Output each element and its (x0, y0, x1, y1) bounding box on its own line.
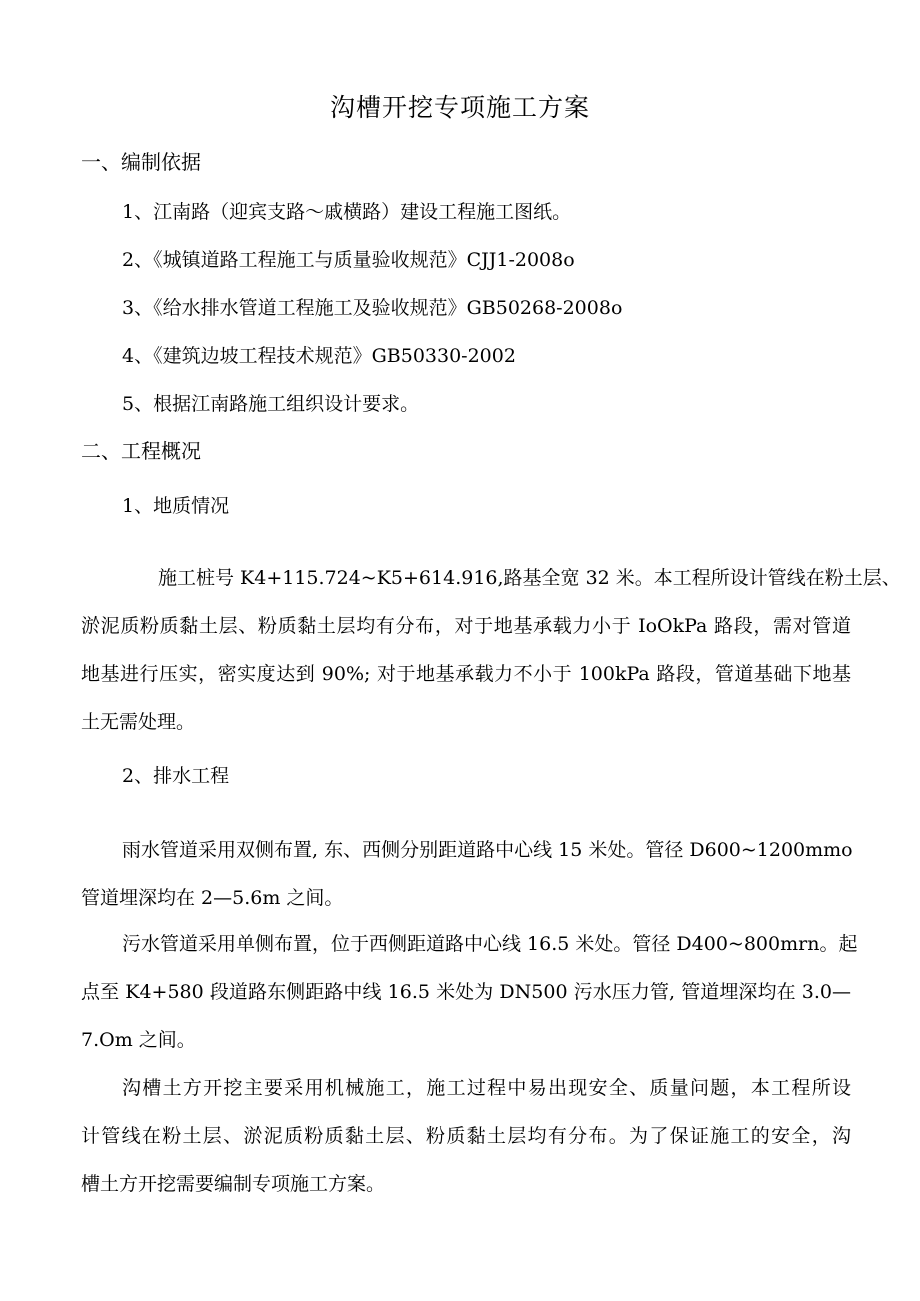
excavation-line-1: 沟槽土方开挖主要采用机械施工，施工过程中易出现安全、质量问题，本工程所设 (122, 1077, 851, 1099)
basis-item-5: 5、根据江南路施工组织设计要求。 (122, 393, 420, 415)
subheading-drainage: 2、排水工程 (122, 765, 230, 787)
subheading-geology: 1、地质情况 (122, 495, 230, 517)
geology-line-1: 施工桩号 K4+115.724~K5+614.916,路基全宽 32 米。本工程所设计管线在粉土层、 (158, 567, 901, 589)
geology-line-3: 地基进行压实，密实度达到 90%; 对于地基承载力不小于 100kPa 路段，管道基础下地基 (81, 663, 851, 685)
page-title: 沟槽开挖专项施工方案 (329, 93, 590, 122)
excavation-line-2: 计管线在粉土层、淤泥质粉质黏土层、粉质黏土层均有分布。为了保证施工的安全，沟 (81, 1125, 851, 1147)
basis-item-2: 2、《城镇道路工程施工与质量验收规范》CJJ1-2008o (122, 249, 575, 271)
basis-item-4: 4、《建筑边坡工程技术规范》GB50330-2002 (122, 345, 516, 367)
section-heading-basis: 一、编制依据 (81, 150, 201, 174)
geology-line-2: 淤泥质粉质黏土层、粉质黏土层均有分布，对于地基承载力小于 IoOkPa 路段，需对管道 (81, 615, 851, 637)
excavation-line-3: 槽土方开挖需要编制专项施工方案。 (81, 1173, 386, 1195)
rain-pipe-line-1: 雨水管道采用双侧布置, 东、西侧分别距道路中心线 15 米处。管径 D600~1200mmo (122, 839, 853, 861)
geology-line-4: 土无需处理。 (81, 711, 196, 733)
basis-item-3: 3、《给水排水管道工程施工及验收规范》GB50268-2008o (122, 297, 623, 319)
sewage-pipe-line-1: 污水管道采用单侧布置，位于西侧距道路中心线 16.5 米处。管径 D400~800mrn。起 (122, 933, 858, 955)
rain-pipe-line-2: 管道埋深均在 2—5.6m 之间。 (81, 887, 344, 909)
section-heading-overview: 二、工程概况 (81, 439, 201, 463)
sewage-pipe-line-2: 点至 K4+580 段道路东侧距路中线 16.5 米处为 DN500 污水压力管, 管道埋深均在 3.0— (81, 981, 851, 1003)
sewage-pipe-line-3: 7.Om 之间。 (81, 1029, 196, 1051)
basis-item-1: 1、江南路（迎宾支路～戚横路）建设工程施工图纸。 (122, 201, 572, 223)
